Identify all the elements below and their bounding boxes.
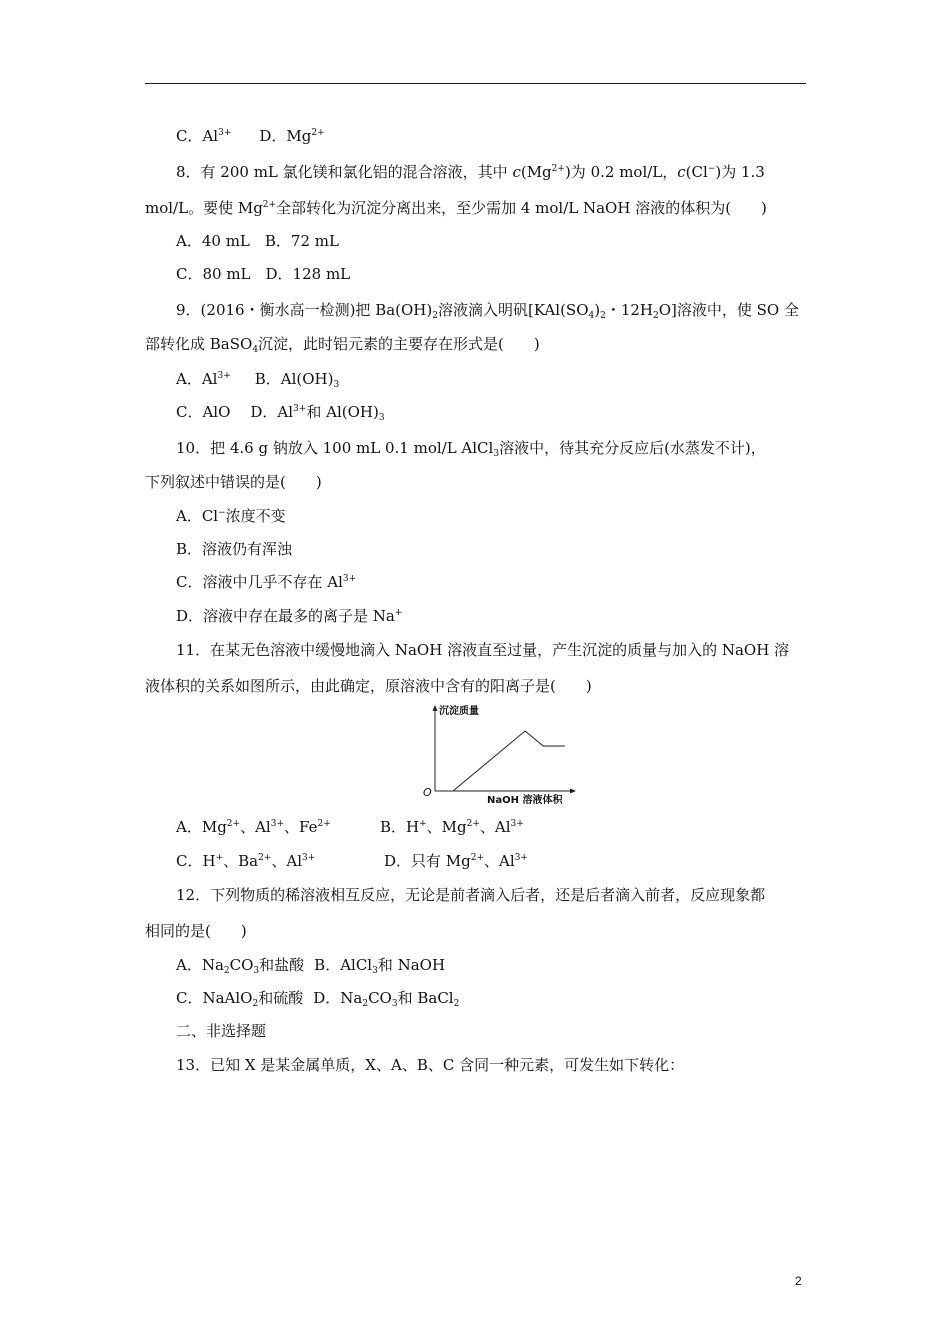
q9-stem-line2: 部转化成 BaSO$_4$沉淀，此时铝元素的主要存在形式是( ) xyxy=(145,335,540,355)
q8-stem-line1: 8．有 200 mL 氯化镁和氯化铝的混合溶液，其中 $c(Mg^{2+})$为 0.2 mol/L，c(Cl−)为 1.3 xyxy=(176,163,765,181)
x-axis-arrow xyxy=(570,789,576,794)
q8-options-cd: C．80 mL D．128 mL xyxy=(176,265,351,283)
q9-options-ab: A．$Al^{3+}$ B．$Al(OH)_3$ xyxy=(176,370,340,390)
q7-options: C．$Al^{3+}$ D．$Mg^{2+}$ xyxy=(176,127,325,145)
q9-options-cd: C．AlO D．$Al^{3+}$和 $Al(OH)_3$ xyxy=(176,403,385,423)
series-line xyxy=(435,731,565,791)
q11-options-ab: A．$Mg^{2+}$、$Al^{3+}$、$Fe^{2+}$ B．H+、$Mg^{2+}$、$Al^{3+}$ xyxy=(176,818,524,836)
section-title-non-choice: 二、非选择题 xyxy=(176,1022,267,1040)
q8-stem-line2: mol/L。要使 $Mg^{2+}$全部转化为沉淀分离出来，至少需加 4 mol/L NaOH 溶液的体积为( ) xyxy=(145,199,767,217)
q10-option-c: C．溶液中几乎不存在 $Al^{3+}$ xyxy=(176,573,357,591)
q10-option-b: B．溶液仍有浑浊 xyxy=(176,540,293,558)
q12-stem-line2: 相同的是( ) xyxy=(145,922,247,940)
x-axis-label: NaOH 溶液体积 xyxy=(487,795,563,806)
q10-stem-line1: 10．把 4.6 g 钠放入 100 mL 0.1 mol/L AlCl$_3$溶液中，待其充分反应后(水蒸发不计)， xyxy=(176,439,766,459)
q12-stem-line1: 12．下列物质的稀溶液相互反应，无论是前者滴入后者，还是后者滴入前者，反应现象都 xyxy=(176,886,766,904)
origin-label: O xyxy=(423,786,432,799)
page-number: 2 xyxy=(795,1274,802,1288)
q10-option-d: D．溶液中存在最多的离子是 Na+ xyxy=(176,607,403,625)
q9-stem-line1: 9．(2016・衡水高一检测)把 $Ba(OH)_2$溶液滴入明矾[$KAl(SO_4)_2$・$12H_2O$]溶液中，使 SO 全 xyxy=(176,301,799,321)
q11-stem-line2: 液体积的关系如图所示，由此确定，原溶液中含有的阳离子是( ) xyxy=(145,677,592,695)
q12-options-cd: C．NaAlO$_2$和硫酸 D．$Na_2CO_3$和 BaCl$_2$ xyxy=(176,989,460,1009)
header-rule xyxy=(145,83,806,84)
y-axis-label: 沉淀质量 xyxy=(439,706,479,717)
y-axis-arrow xyxy=(433,705,438,711)
q8-options-ab: A．40 mL B．72 mL xyxy=(176,232,339,250)
q11-stem-line1: 11．在某无色溶液中缓慢地滴入 NaOH 溶液直至过量，产生沉淀的质量与加入的 NaOH 溶 xyxy=(176,641,790,659)
q11-options-cd: C．H+、$Ba^{2+}$、$Al^{3+}$ D．只有 $Mg^{2+}$、$Al^{3+}$ xyxy=(176,852,528,870)
q10-option-a: A．Cl−浓度不变 xyxy=(176,507,286,525)
q10-stem-line2: 下列叙述中错误的是( ) xyxy=(145,473,322,491)
q12-options-ab: A．$Na_2CO_3$和盐酸 B．AlCl$_3$和 NaOH xyxy=(176,956,446,976)
q13-stem: 13．已知 X 是某金属单质，X、A、B、C 含同一种元素，可发生如下转化： xyxy=(176,1056,685,1074)
precipitate-chart xyxy=(420,700,580,810)
